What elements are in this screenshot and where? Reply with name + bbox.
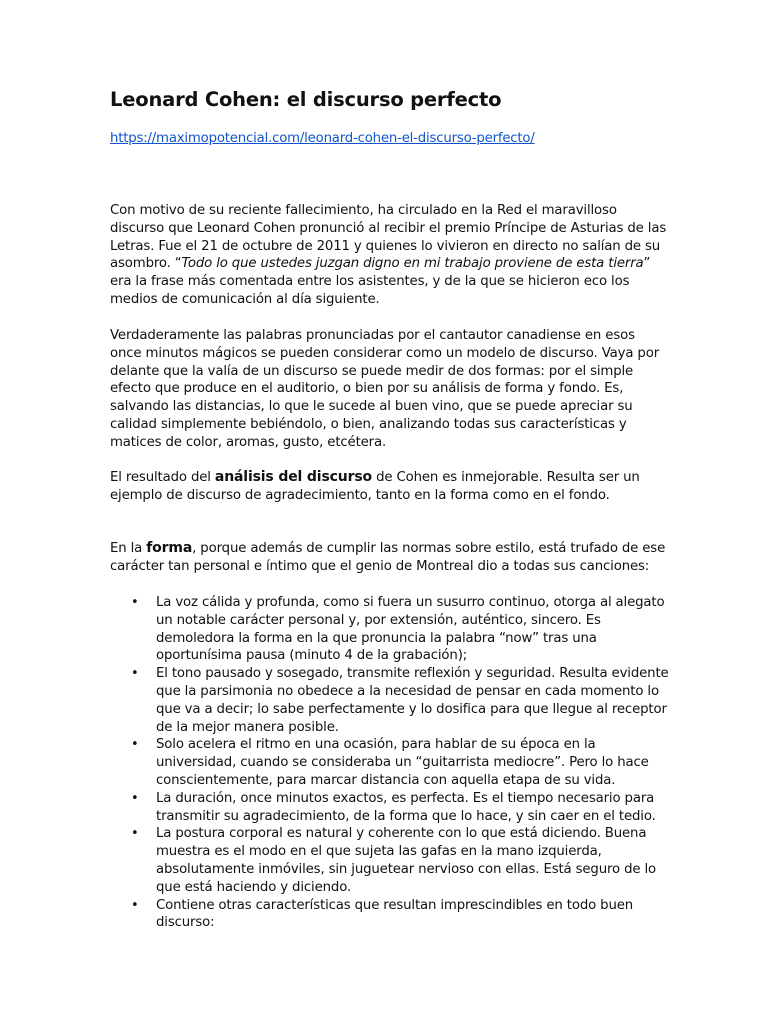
forma-bullet-list: [110, 594, 670, 932]
bullet-icon: •: [131, 826, 139, 842]
list-item-text: La duración, once minutos exactos, es perfecta. Es el tiempo necesario para transmitir su agradecimiento, de la forma que lo hace, y sin caer en el tedio.: [156, 790, 656, 824]
list-item: [110, 665, 670, 736]
bullet-icon: •: [131, 897, 139, 913]
list-item: [110, 790, 670, 826]
document-title: Leonard Cohen: el discurso perfecto: [110, 88, 502, 111]
list-item-text: Solo acelera el ritmo en una ocasión, para hablar de su época en la universidad, cuando se consideraba un “guitarrista mediocre”. Pero lo hace conscientemente, para marcar distancia con aquella etapa de su vida.: [156, 737, 649, 788]
list-item-text: La voz cálida y profunda, como si fuera un susurro continuo, otorga al alegato un notable carácter personal y, por extensión, auténtico, sincero. Es demoledora la forma en la que pronuncia la palabra “now” tras una oportunísima pausa (minuto 4 de la grabación);: [156, 595, 665, 664]
bullet-icon: •: [131, 737, 139, 753]
bullet-icon: •: [131, 790, 139, 806]
bullet-icon: •: [131, 666, 139, 682]
paragraph-analysis-text-a: El resultado del: [110, 470, 215, 485]
list-item-text: Contiene otras características que resultan imprescindibles en todo buen discurso:: [156, 897, 634, 931]
paragraph-intro: [110, 202, 670, 309]
paragraph-analysis-text-b: de Cohen es inmejorable. Resulta ser un ejemplo de discurso de agradecimiento, tanto en la forma como en el fondo.: [110, 470, 640, 503]
paragraph-model: Verdaderamente las palabras pronunciadas por el cantautor canadiense en esos once minutos mágicos se pueden considerar como un modelo de discurso. Vaya por delante que la valía de un discurso se puede medir de dos formas: por el simple efecto que produce en el auditorio, o bien por su análisis de forma y fondo. Es, salvando las distancias, lo que le sucede al buen vino, que se puede apreciar su calidad simplemente bebiéndolo, o bien, analizando todas sus características y matices de color, aromas, gusto, etcétera.: [110, 328, 660, 450]
list-item: [110, 594, 670, 665]
bold-forma: forma: [146, 540, 193, 556]
paragraph-forma-text-b: , porque además de cumplir las normas sobre estilo, está trufado de ese carácter tan personal e íntimo que el genio de Montreal dio a todas sus canciones:: [110, 541, 666, 574]
paragraph-forma-text-a: En la: [110, 541, 147, 556]
paragraph-intro-text-b: ” era la frase más comentada entre los asistentes, y de la que se hicieron eco los medios de comunicación al día siguiente.: [110, 256, 651, 307]
list-item-text: La postura corporal es natural y coherente con lo que está diciendo. Buena muestra es el modo en el que sujeta las gafas en la mano izquierda, absolutamente inmóviles, sin juguetear nervioso con ellas. Está seguro de lo que está haciendo y diciendo.: [156, 826, 656, 895]
list-item: [110, 897, 670, 933]
bold-analisis-discurso: análisis del discurso: [214, 469, 373, 485]
bullet-icon: •: [131, 595, 139, 610]
list-item: [110, 825, 670, 896]
paragraph-analysis: [110, 469, 670, 505]
cohen-quote: Todo lo que ustedes juzgan digno en mi trabajo proviene de esta tierra: [181, 256, 644, 272]
source-link[interactable]: https://maximopotencial.com/leonard-cohen-el-discurso-perfecto/: [110, 131, 535, 146]
paragraph-intro-text-a: Con motivo de su reciente fallecimiento, ha circulado en la Red el maravilloso discurso que Leonard Cohen pronunció al recibir el premio Príncipe de Asturias de las Letras. Fue el 21 de octubre de 2011 y quienes lo vivieron en directo no salían de su asombro. “: [110, 203, 667, 272]
list-item-text: El tono pausado y sosegado, transmite reflexión y seguridad. Resulta evidente que la parsimonia no obedece a la necesidad de pensar en cada momento lo que va a decir; lo sabe perfectamente y lo dosifica para que llegue al receptor de la mejor manera posible.: [156, 666, 669, 735]
paragraph-forma: [110, 540, 670, 576]
list-item: [110, 736, 670, 789]
